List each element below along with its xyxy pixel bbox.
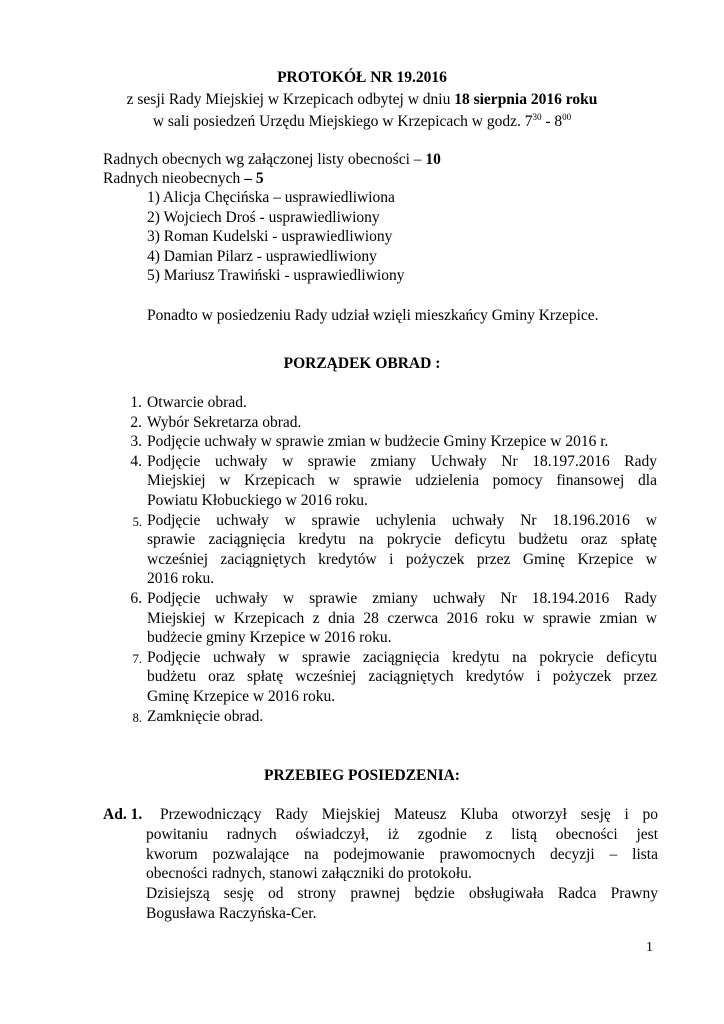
agenda-item-line: wcześniej zaciągniętych kredytów i pożyczek przez Gminę Krzepice w: [147, 550, 657, 568]
agenda-item-line: Zamknięcie obrad.: [147, 707, 264, 725]
agenda-heading: PORZĄDEK OBRAD :: [283, 355, 441, 372]
proceedings-heading: PRZEBIEG POSIEDZENIA:: [264, 767, 460, 784]
agenda-item-line: sprawie zaciągnięcia kredytu na pokrycie deficytu budżetu oraz spłatę: [147, 531, 657, 549]
agenda-item-number: 6.: [130, 590, 142, 607]
agenda-item-line: Podjęcie uchwały w sprawie zaciągnięcia kredytu na pokrycie deficytu: [147, 648, 657, 666]
agenda-item-number: 8.: [132, 710, 142, 725]
agenda-item-line: Podjęcie uchwały w sprawie zmian w budżecie Gminy Krzepice w 2016 r.: [147, 433, 609, 451]
session-date: 18 sierpnia 2016 roku: [454, 91, 598, 108]
agenda-item-line: Podjęcie uchwały w sprawie uchylenia uchwały Nr 18.196.2016 w: [147, 511, 657, 529]
ad1-label: Ad. 1.: [103, 806, 143, 823]
agenda-item-line: budżetu oraz spłatę wcześniej zaciągniętych kredytów i pożyczek przez: [147, 668, 657, 686]
absent-list-item: 2) Wojciech Droś - usprawiedliwiony: [147, 208, 380, 226]
page-number: 1: [646, 940, 653, 955]
agenda-item-number: 5.: [132, 514, 142, 529]
agenda-item-line: Podjęcie uchwały w sprawie zmiany uchwały Nr 18.194.2016 Rady: [147, 590, 657, 607]
present-councillors: Radnych obecnych wg załączonej listy obecności – 10: [103, 151, 441, 168]
agenda-item-line: Otwarcie obrad.: [147, 394, 247, 411]
agenda-item-line: Podjęcie uchwały w sprawie zmiany Uchwały Nr 18.197.2016 Rady: [147, 452, 657, 470]
agenda-item-line: Wybór Sekretarza obrad.: [147, 413, 302, 431]
session-info-line: z sesji Rady Miejskiej w Krzepicach odbytej w dniu 18 sierpnia 2016 roku: [126, 91, 598, 108]
absent-list-item: 1) Alicja Chęcińska – usprawiedliwiona: [147, 189, 395, 206]
ad1-line: Bogusława Raczyńska-Cer.: [146, 905, 317, 922]
ad1-line: Przewodniczący Rady Miejskiej Mateusz Kluba otworzył sesję i po: [160, 806, 658, 823]
ad1-line: obecności radnych, stanowi załączniki do protokołu.: [146, 865, 472, 883]
agenda-item-number: 2.: [130, 413, 142, 431]
ad1-line: powitaniu radnych oświadczył, iż zgodnie z listą obecności jest: [146, 825, 658, 843]
others-note: Ponadto w posiedzeniu Rady udział wzięli mieszkańcy Gminy Krzepice.: [147, 307, 599, 324]
agenda-item-number: 1.: [130, 394, 142, 411]
agenda-item-line: Gminę Krzepice w 2016 roku.: [147, 688, 336, 705]
agenda-item-number: 7.: [132, 651, 142, 666]
agenda-item-line: Miejskiej w Krzepicach w sprawie udzielenia pomocy finansowej dla: [147, 472, 657, 490]
protocol-title: PROTOKÓŁ NR 19.2016: [277, 69, 447, 86]
ad1-line: kworum pozwalające na podejmowanie prawomocnych decyzji – lista: [146, 845, 658, 863]
agenda-item-line: budżecie gminy Krzepice w 2016 roku.: [147, 629, 392, 647]
absent-list-item: 4) Damian Pilarz - usprawiedliwiony: [147, 247, 377, 265]
agenda-item-number: 3.: [130, 433, 142, 451]
absent-councillors: Radnych nieobecnych – 5: [103, 170, 264, 187]
agenda-item-line: 2016 roku.: [147, 570, 215, 588]
absent-list-item: 3) Roman Kudelski - usprawiedliwiony: [147, 228, 393, 245]
absent-list-item: 5) Mariusz Trawiński - usprawiedliwiony: [147, 267, 405, 284]
session-location-line: w sali posiedzeń Urzędu Miejskiego w Krzepicach w godz. $7^{30} - 8^{00}$: [152, 112, 572, 130]
agenda-item-line: Powiatu Kłobuckiego w 2016 roku.: [147, 492, 368, 509]
agenda-item-number: 4.: [130, 452, 142, 470]
agenda-item-line: Miejskiej w Krzepicach z dnia 28 czerwca 2016 roku w sprawie zmian w: [147, 609, 657, 627]
ad1-line: Dzisiejszą sesję od strony prawnej będzie obsługiwała Radca Prawny: [146, 885, 658, 903]
